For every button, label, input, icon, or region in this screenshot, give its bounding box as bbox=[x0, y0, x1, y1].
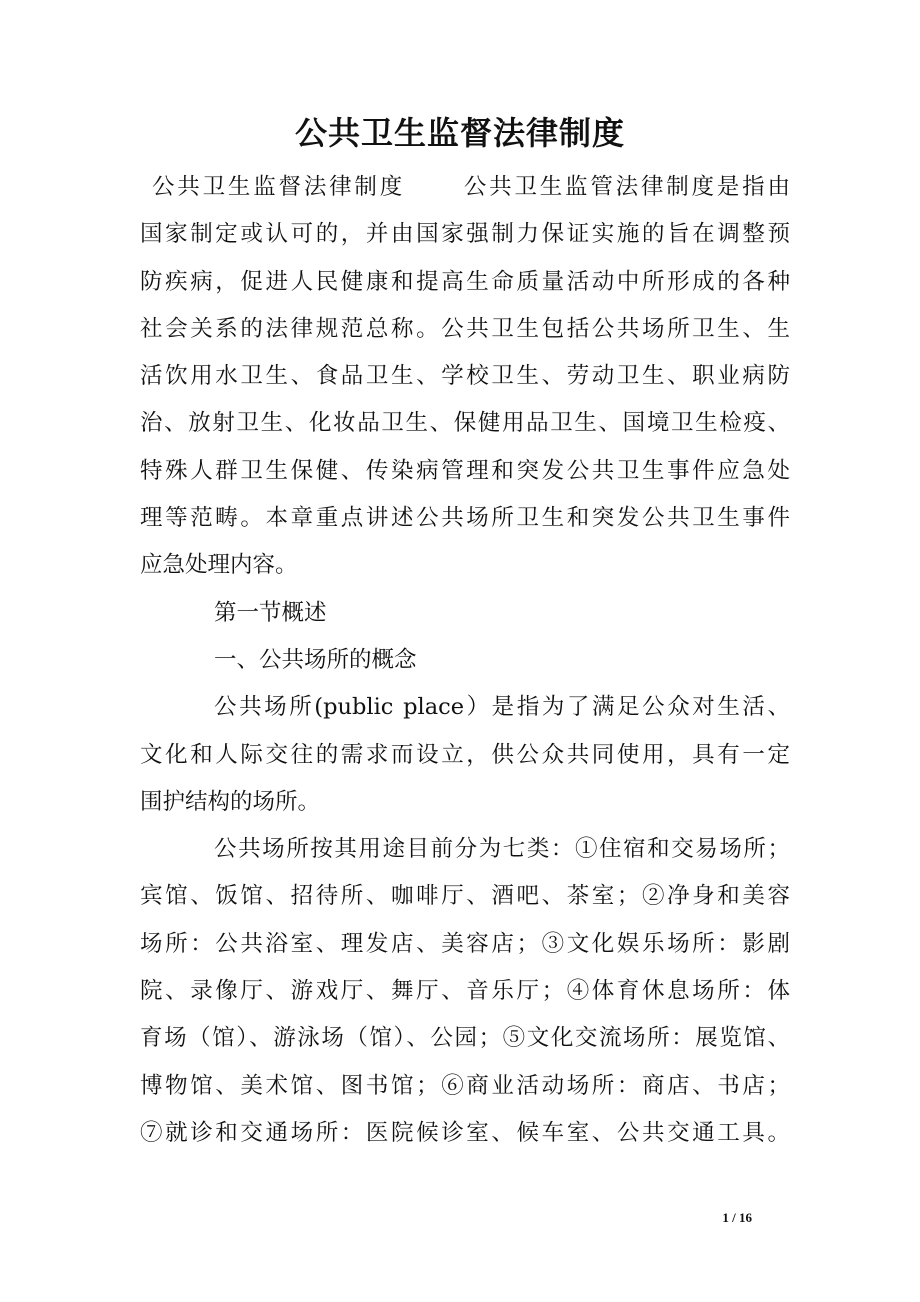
section-heading: 第一节概述 bbox=[214, 599, 327, 626]
intro-line: 理等范畴。本章重点讲述公共场所卫生和突发公共卫生事件 bbox=[140, 505, 790, 532]
intro-line: 公共卫生监管法律制度是指由 bbox=[461, 174, 790, 200]
subsection-heading: 一、公共场所的概念 bbox=[214, 646, 417, 673]
definition-line: 围护结构的场所。 bbox=[140, 788, 321, 815]
intro-line: 社会关系的法律规范总称。公共卫生包括公共场所卫生、生 bbox=[140, 315, 790, 342]
definition-line: 文化和人际交往的需求而设立，供公众共同使用，具有一定 bbox=[140, 741, 790, 768]
intro-line: 应急处理内容。 bbox=[140, 552, 298, 579]
classification-line: 宾馆、饭馆、招待所、咖啡厅、酒吧、茶室；②净身和美容 bbox=[140, 883, 790, 910]
classification-line: 公共场所按其用途目前分为七类：①住宿和交易场所； bbox=[214, 836, 790, 863]
intro-line: 防疾病，促进人民健康和提高生命质量活动中所形成的各种 bbox=[140, 268, 790, 295]
document-title: 公共卫生监督法律制度 bbox=[294, 114, 625, 152]
intro-line: 治、放射卫生、化妆品卫生、保健用品卫生、国境卫生检疫、 bbox=[140, 410, 790, 437]
intro-lead-heading: 公共卫生监督法律制度 bbox=[152, 174, 406, 200]
classification-line: 育场（馆）、游泳场（馆）、公园；⑤文化交流场所：展览馆、 bbox=[140, 1025, 790, 1052]
intro-line: 活饮用水卫生、食品卫生、学校卫生、劳动卫生、职业病防 bbox=[140, 363, 790, 390]
classification-line: 博物馆、美术馆、图书馆；⑥商业活动场所：商店、书店； bbox=[140, 1072, 790, 1099]
classification-line: ⑦就诊和交通场所：医院候诊室、候车室、公共交通工具。 bbox=[140, 1119, 790, 1146]
intro-line: 特殊人群卫生保健、传染病管理和突发公共卫生事件应急处 bbox=[140, 457, 790, 484]
classification-line: 院、录像厅、游戏厅、舞厅、音乐厅；④体育休息场所：体 bbox=[140, 978, 790, 1005]
page-indicator: 1 / 16 bbox=[722, 1210, 752, 1225]
intro-first-line bbox=[140, 164, 790, 211]
definition-line: 公共场所(public place）是指为了满足公众对生活、 bbox=[214, 694, 790, 721]
intro-line: 国家制定或认可的，并由国家强制力保证实施的旨在调整预 bbox=[140, 221, 790, 248]
classification-line: 场所：公共浴室、理发店、美容店；③文化娱乐场所：影剧 bbox=[140, 930, 790, 957]
document-body bbox=[140, 164, 790, 1157]
